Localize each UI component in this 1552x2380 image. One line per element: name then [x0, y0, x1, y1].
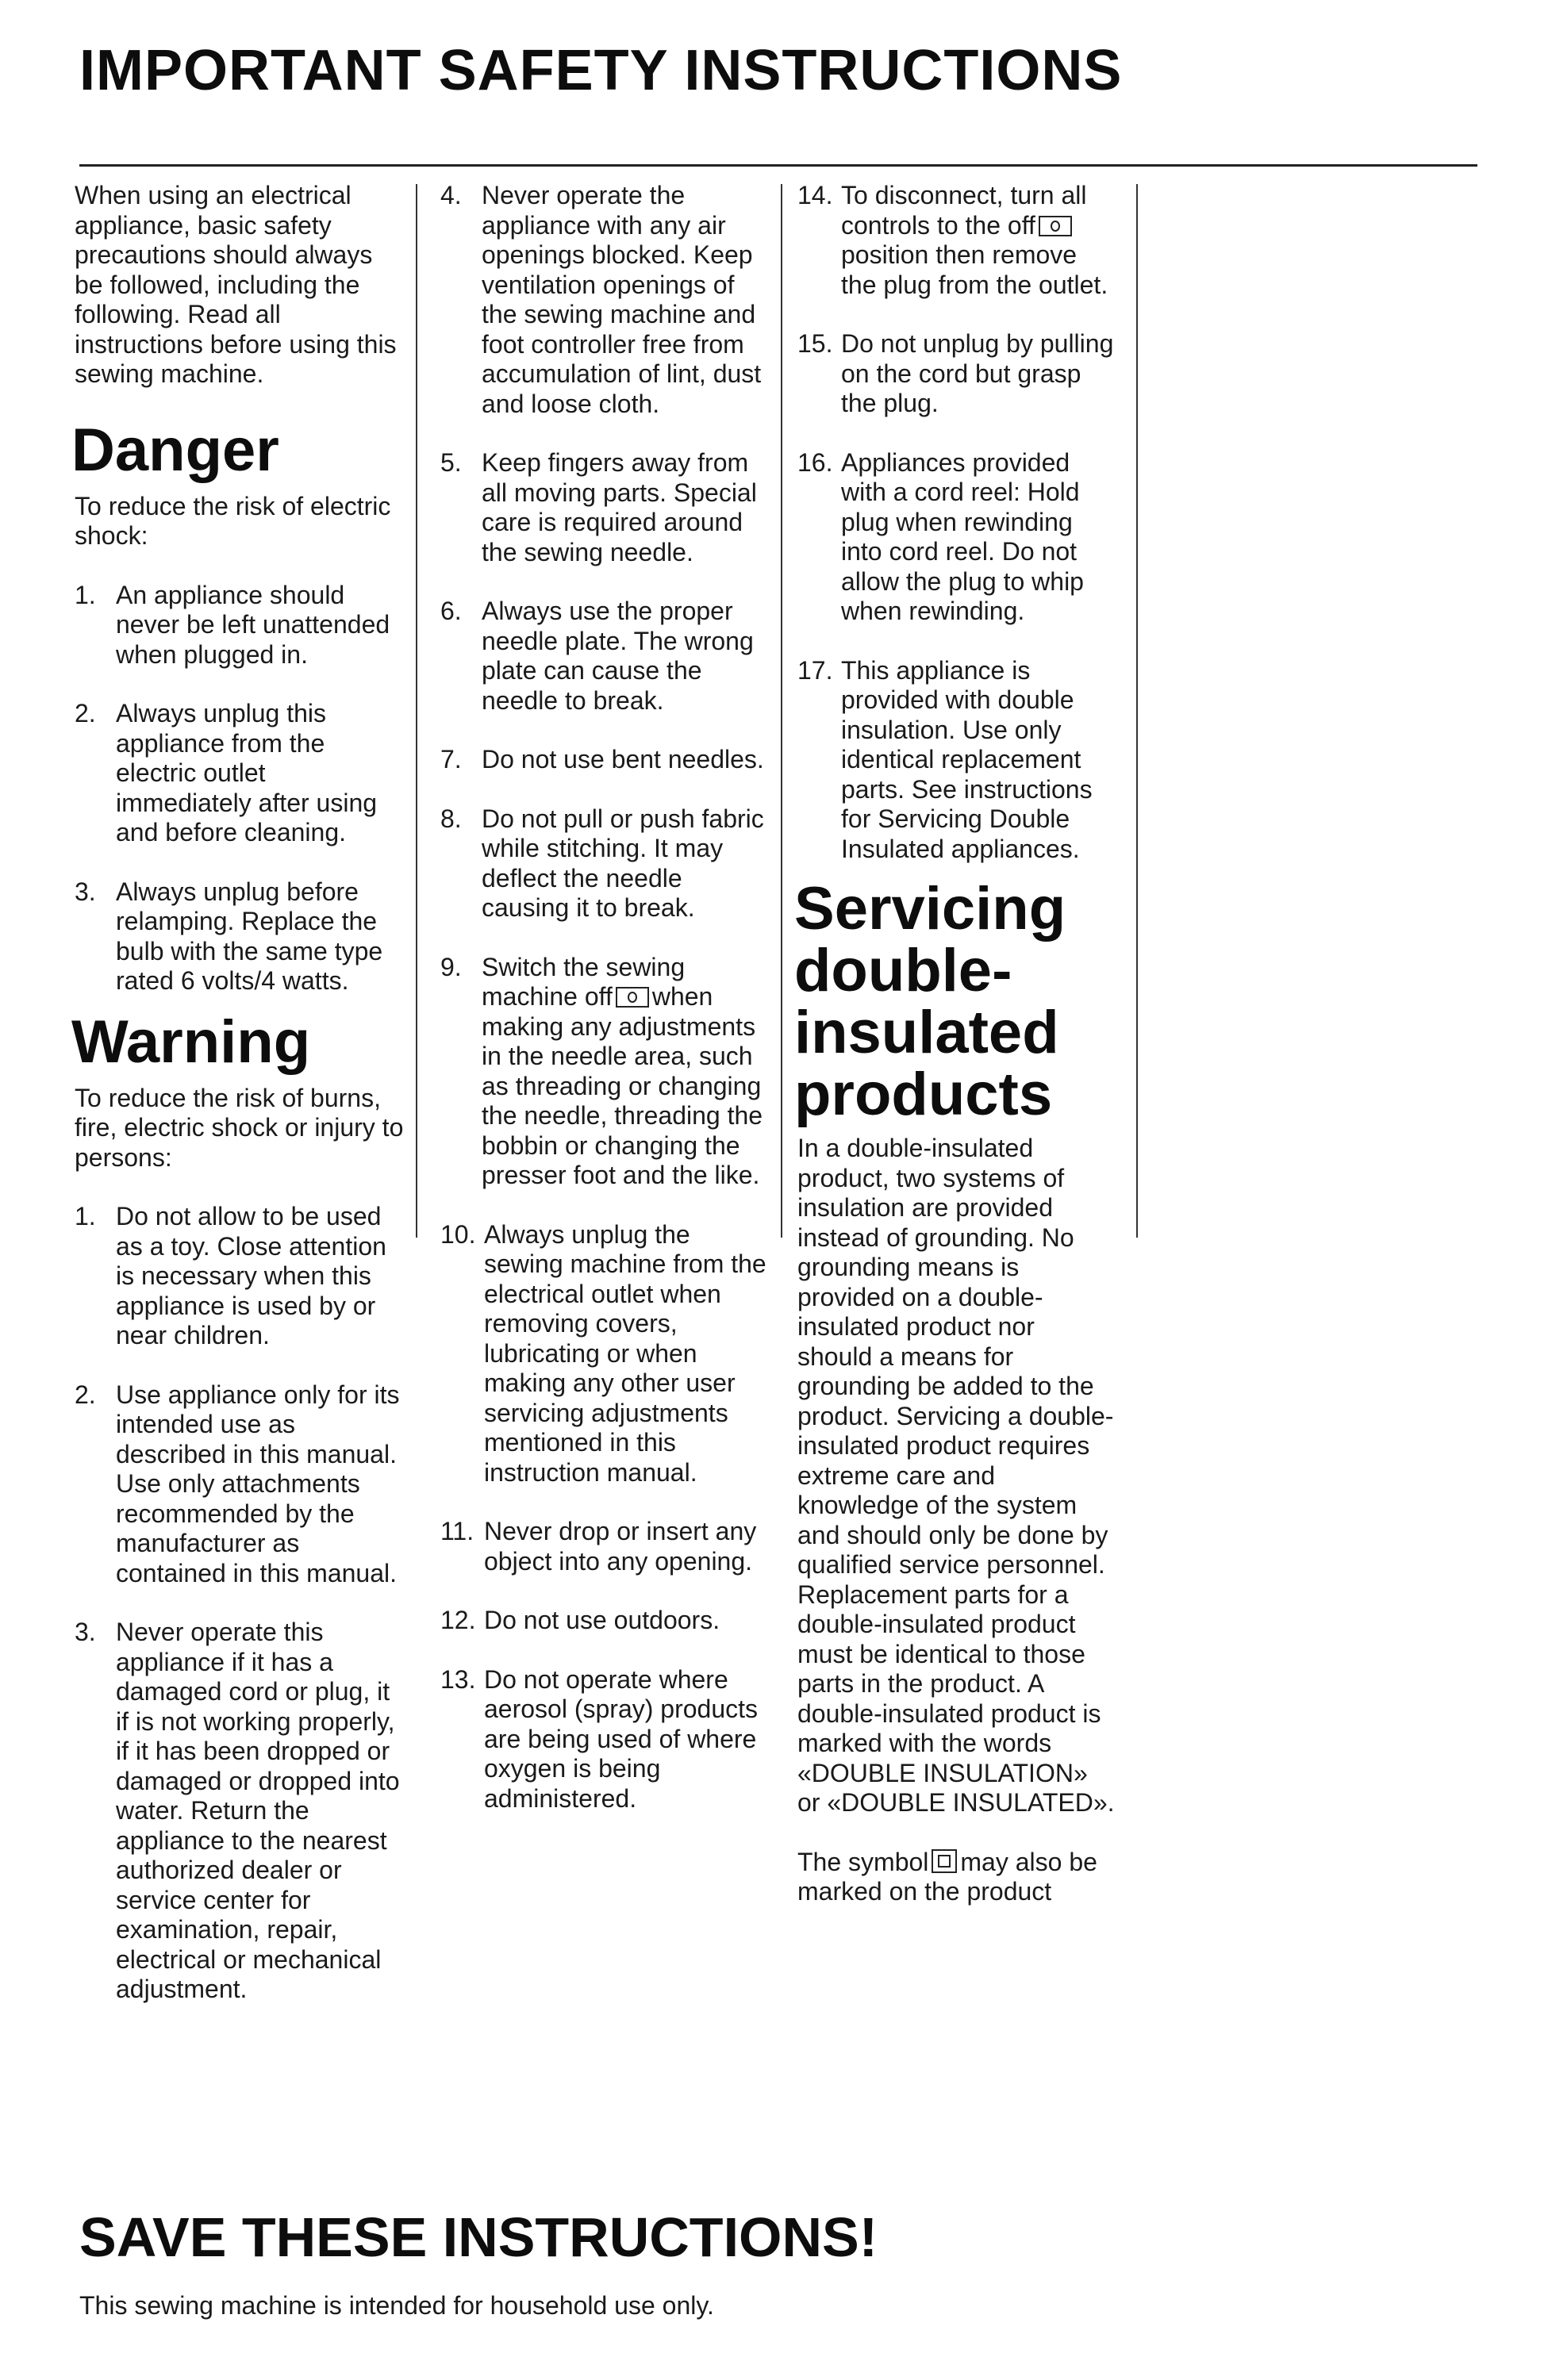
save-instructions-heading: SAVE THESE INSTRUCTIONS!	[79, 2206, 878, 2268]
list-item: 12. Do not use outdoors.	[440, 1606, 720, 1634]
column-divider	[1136, 184, 1138, 1238]
list-item: 16. Appliances provided with a cord reel: Hold plug when rewinding into cord reel. Do not allow the plug to whip when rewinding.	[797, 447, 1084, 625]
column-3	[794, 181, 1115, 1937]
intro-paragraph: When using an electrical appliance, basic safety precautions should always be followed, including the following. Read all instructions before using this sewing machine.	[75, 181, 397, 388]
list-item: 3. Always unplug before relamping. Replace the bulb with the same type rated 6 volts/4 watts.	[75, 877, 383, 995]
power-off-symbol-icon	[616, 987, 649, 1008]
danger-heading: Danger	[71, 416, 279, 484]
double-insulation-symbol-icon	[932, 1849, 957, 1873]
symbol-note: The symbol may also be marked on the product	[797, 1847, 1097, 1906]
warning-list-part-1	[75, 1202, 405, 2005]
list-item: 2. Use appliance only for its intended use as described in this manual. Use only attachments recommended by the manufacturer as contained in this manual.	[75, 1380, 400, 1587]
power-off-symbol-icon	[1039, 216, 1072, 236]
list-item: 1. Do not allow to be used as a toy. Close attention is necessary when this appliance is used by or near children.	[75, 1202, 386, 1349]
danger-lead: To reduce the risk of electric shock:	[75, 491, 391, 550]
list-item: 10. Always unplug the sewing machine from the electrical outlet when removing covers, lubricating or when making any other user servicing adjustments mentioned in this instruction manual.	[440, 1219, 766, 1487]
column-1	[71, 181, 405, 2034]
column-divider	[416, 184, 417, 1238]
warning-list-part-2	[440, 181, 774, 1814]
list-item: 2. Always unplug this appliance from the electric outlet immediately after using and before cleaning.	[75, 699, 378, 846]
title-rule	[79, 164, 1477, 167]
list-item: 17. This appliance is provided with double insulation. Use only identical replacement parts. See instructions for Servicing Double Insulated appliances.	[797, 655, 1093, 863]
household-use-note: This sewing machine is intended for household use only.	[79, 2291, 714, 2320]
servicing-body: In a double-insulated product, two systems of insulation are provided instead of grounding. No grounding means is provided on a double-insulated product nor should a means for grounding be added to the product. Servicing a double-insulated product requires extreme care and knowledge of the system and should only be done by qualified service personnel. Replacement parts for a double-insulated product must be identical to those parts in the product. A double-insulated product is marked with the words «DOUBLE INSULATION» or «DOUBLE INSULATED».	[797, 1134, 1115, 1817]
warning-lead: To reduce the risk of burns, fire, electric shock or injury to persons:	[75, 1083, 404, 1172]
column-2	[440, 181, 774, 1843]
list-item: 5. Keep fingers away from all moving parts. Special care is required around the sewing needle.	[440, 448, 757, 566]
list-item: 7. Do not use bent needles.	[440, 745, 764, 774]
danger-list	[75, 581, 405, 996]
list-item: 11. Never drop or insert any object into any opening.	[440, 1517, 757, 1576]
column-divider	[781, 184, 782, 1238]
list-item: 6. Always use the proper needle plate. The wrong plate can cause the needle to break.	[440, 597, 754, 715]
list-item: 8. Do not pull or push fabric while stitching. It may deflect the needle causing it to break.	[440, 804, 764, 922]
servicing-heading: Servicing double- insulated products	[794, 875, 1066, 1128]
list-item: 4. Never operate the appliance with any air openings blocked. Keep ventilation openings of the sewing machine and foot controller free from accumulation of lint, dust and loose cloth.	[440, 181, 762, 418]
list-item: 1. An appliance should never be left unattended when plugged in.	[75, 580, 390, 669]
page-title: IMPORTANT SAFETY INSTRUCTIONS	[79, 39, 1123, 102]
warning-list-part-3	[797, 181, 1115, 864]
list-item: 3. Never operate this appliance if it has a damaged cord or plug, it if is not working properly, if it has been dropped or damaged or dropped into water. Return the appliance to the nearest authorized dealer or service center for examination, repair, electrical or mechanical adjustment.	[75, 1618, 400, 2003]
warning-heading: Warning	[71, 1008, 311, 1076]
list-item: 13. Do not operate where aerosol (spray) products are being used of where oxygen is being administered.	[440, 1664, 759, 1813]
list-item: 15. Do not unplug by pulling on the cord but grasp the plug.	[797, 329, 1114, 417]
list-item: 14. To disconnect, turn all controls to the offposition then remove the plug from the outlet.	[797, 181, 1108, 299]
list-item: 9. Switch the sewing machine off when making any adjustments in the needle area, such as threading or changing the needle, threading the bobbin or changing the presser foot and the like.	[440, 952, 763, 1189]
